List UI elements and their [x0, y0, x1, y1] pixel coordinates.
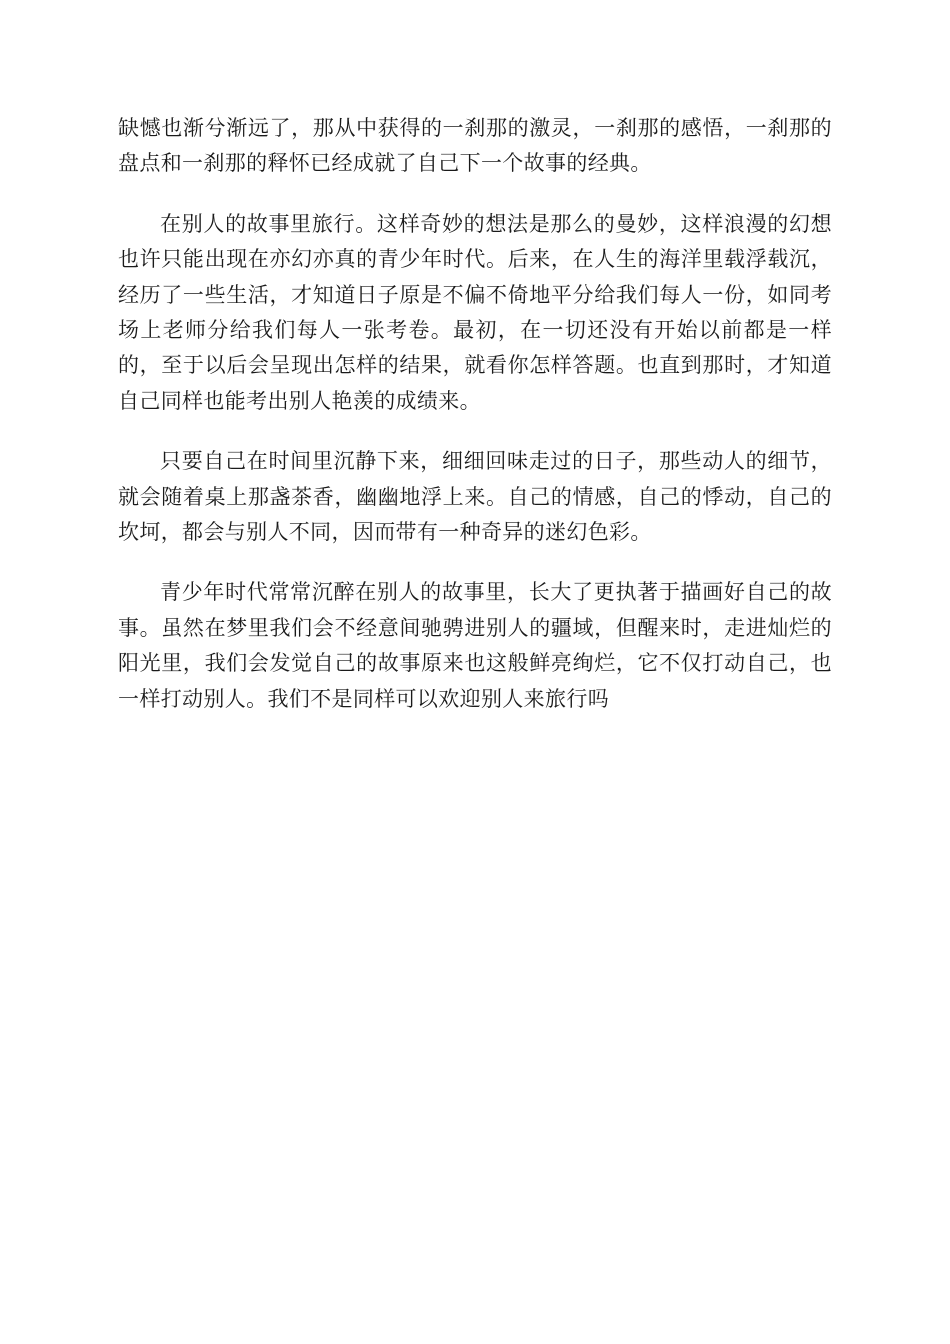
paragraph-2: 在别人的故事里旅行。这样奇妙的想法是那么的曼妙，这样浪漫的幻想也许只能出现在亦幻亦真的青少年时代。后来，在人生的海洋里载浮载沉，经历了一些生活，才知道日子原是不偏不倚地平分给我们每人一份，如同考场上老师分给我们每人一张考卷。最初，在一切还没有开始以前都是一样的，至于以后会呈现出怎样的结果，就看你怎样答题。也直到那时，才知道自己同样也能考出别人艳羡的成绩来。: [118, 211, 832, 413]
paragraph-1: 缺憾也渐兮渐远了，那从中获得的一刹那的激灵，一刹那的感悟，一刹那的盘点和一刹那的释怀已经成就了自己下一个故事的经典。: [118, 116, 832, 176]
paragraph-4: 青少年时代常常沉醉在别人的故事里，长大了更执著于描画好自己的故事。虽然在梦里我们会不经意间驰骋进别人的疆域，但醒来时，走进灿烂的阳光里，我们会发觉自己的故事原来也这般鲜亮绚烂，它不仅打动自己，也一样打动别人。我们不是同样可以欢迎别人来旅行吗: [118, 580, 832, 711]
paragraph-3: 只要自己在时间里沉静下来，细细回味走过的日子，那些动人的细节，就会随着桌上那盏茶香，幽幽地浮上来。自己的情感，自己的悸动，自己的坎坷，都会与别人不同，因而带有一种奇异的迷幻色彩。: [118, 449, 832, 545]
